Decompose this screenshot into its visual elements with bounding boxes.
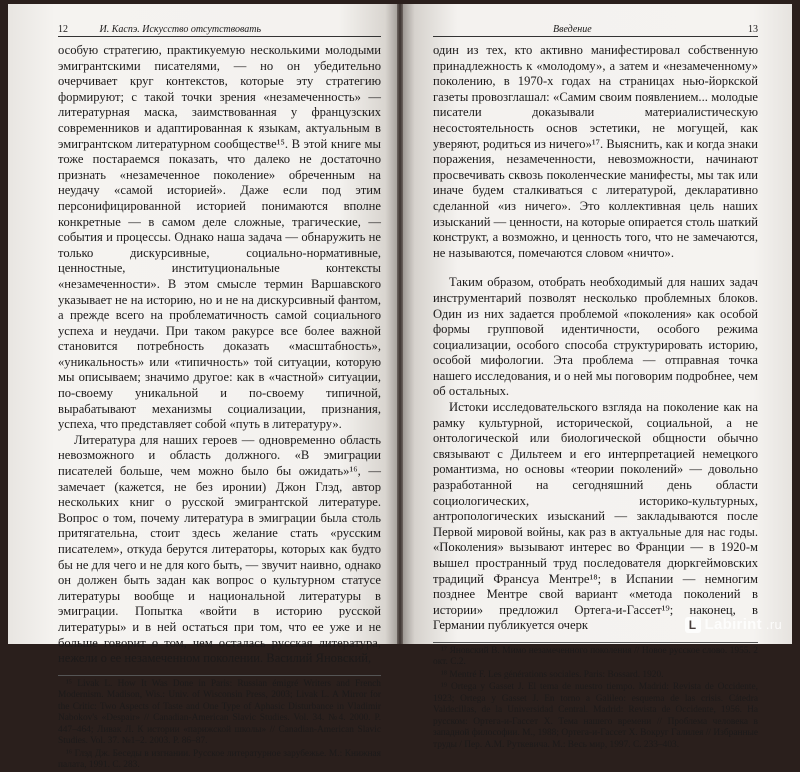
footnote-19: ¹⁹ Ortega y Gasset J. El tema de nuestro tiempo. Madrid: Revista de Occidente, 1923; Ortega y Gasset J. En torno a Galileo: esquema de las crisis. Cátedra Valdecillas, de la Universidad Central. Madrid: Revista de Occidente, 1956. На русском: Ортега-и-Гассет Х. Тема нашего времени // Проблема человека в западной философии. М., 1988; Ортега-и-Гассет Х. Вокруг Галилея // Избранные труды / Пер. А.М. Руткевича. М.: Весь мир, 1997. С. 233–403. <box>433 682 758 750</box>
right-paragraph-1: один из тех, кто активно манифестировал собственную принадлежность к «молодому», а затем и «незамеченному» поколению, в 1970-х годах на страницах нью-йоркской газеты провозглашал: «Самим своим появлением... молодые писатели доказывали материалистическую несостоятельность основ эстетики, не могущей, как уверяют, родиться из ничего»¹⁷. Выяснить, как и когда знаки поражения, незамеченности, невозможности, начинают просвечивать сквозь поколенческие манифесты, мы так или иначе будем сталкиваться с литературой, декларативно сделанной «из ничего». Это коллективная цель наших изысканий — ценности, на которые опирается столь шаткий конструкт, а возможно, и ценность того, что не замечаются, не называются, помечаются словом «ничто». <box>433 43 758 260</box>
watermark-brand: Labirint <box>704 616 762 633</box>
right-paragraph-2: Таким образом, отобрать необходимый для наших задач инструментарий позволят несколько проблемных блоков. Один из них задается проблемой «поколения» как особой формы групповой идентичности, особого режима социализации, особого способа структурировать историю, особой мифологии. Эта проблема — отправная точка нашего исследования, и о ней мы поговорим подробнее, чем об остальных. <box>433 275 759 399</box>
labirint-watermark <box>685 616 782 633</box>
footnote-17: ¹⁷ Яновский В. Мимо незамеченного поколения // Новое русское слово. 1955. 2 окт. С.2. <box>433 645 758 668</box>
right-running-title: Введение <box>553 24 592 35</box>
left-running-title: И. Каспэ. Искусство отсутствовать <box>99 24 261 35</box>
right-page-number: 13 <box>748 24 758 35</box>
right-page <box>403 4 792 750</box>
left-running-header <box>58 24 381 37</box>
left-paragraph-1: особую стратегию, практикуемую несколькими молодыми эмигрантскими писателями, — но он убедительно очерчивает круг контекстов, которые эту стратегию формируют; с такой точки зрения «незамеченность» — литературная маска, заимствованная у французских современников и адаптированная к языкам, актуальным в эмигрантском литературном сообществе¹⁵. В этой книге мы тоже постараемся показать, что далеко не достаточно признать «незамеченное поколение» обреченным на неудачу «самой историей». Даже если под этим персонифицированной историей понимаются вполне конкретные — в самом деле сложные, трагические, — события и процессы. Однако наша задача — обнаружить не только дискурсивные, социально-нормативные, ценностные, институциональные контексты «незамеченности». В этом смысле термин Варшавского указывает не на историю, но и не на дискурсивный фантом, а прежде всего на проблематичность самой социального успеха и неудачи. При таком ракурсе все более важной становится потребность доказать «масштабность», «уникальность» или «типичность» той ситуации, которую мы описываем; значимо другое: как в «частной» ситуации, по-своему уникальной и по-своему типичной, вырабатывают механизмы социализации, признания, успеха, что представляет собой «путь в литературу». <box>58 43 381 432</box>
watermark-domain: .ru <box>765 617 782 632</box>
left-page-number: 12 <box>58 24 68 35</box>
left-footnotes <box>58 675 381 772</box>
footnote-15: ¹⁵ Livak L. How It Was Done in Paris: Russian émigré Writers and French Modernism. Madison, Wis.: Univ. of Wisconsin Press, 2003; Livak L. A Mirror for the Critic: Two Aspects of Taste and One Type of Aphasic Disturbance in Vladimir Nabokov's «Despair» // Canadian-American Slavic Studies. Vol. 34. №4. 2000. P. 447–464; Ливак Л. К истории «парижской школы» // Canadian-American Slavic Studies. Vol. 37. №1–2. 2003. P. 86–87. <box>58 678 381 747</box>
footnote-16: ¹⁶ Глэд Дж. Беседы в изгнании. Русское литературное зарубежье. М.: Книжная палата, 1991. С. 283. <box>58 748 381 771</box>
right-paragraph-3: Истоки исследовательского взгляда на поколение как на рамку культурной, исторической, социальной, а не онтологической или биологической общности обычно связывают с Дильтеем и его интерпретацией немецкого романтизма, но основы «теории поколений» — довольно разработанной на сегодняшний день области социологических, историко-культурных, антропологических изысканий — закладываются после Первой мировой войны, как раз в актуальные для нас годы. «Поколения» вызывают интерес во Франции — в 1920-м вышел пространный труд последователя дюркгеймовских традиций Франсуа Ментре¹⁸; в Испании — немногим позднее Ментре свой вариант «метода поколений в истории» предложил Ортега-и-Гассет¹⁹; наконец, в Германии публикуется очерк <box>433 400 758 633</box>
right-footnotes <box>433 642 758 752</box>
labirint-logo-icon: L <box>685 617 701 633</box>
footnote-18: ¹⁸ Mentré F. Les générations sociales. Paris: Bossard. 1920. <box>441 669 664 680</box>
book-spread <box>8 4 792 771</box>
left-page <box>8 4 397 771</box>
left-paragraph-2: Литература для наших героев — одновременно область невозможного и область должного. «В эмиграции писателей больше, чем можно было бы ожидать»¹⁶, — замечает (кажется, не без иронии) Джон Глэд, автор нескольких книг о русской эмигрантской литературе. Вопрос о том, почему литература в эмиграции была столь притягательна, стоит здесь желание стать «русским писателем», откуда берутся литераторы, которых как будто бы не для чего и не для кого быть, — звучит наивно, однако он должен быть задан как вопрос о культурном статусе литературы вообще и национальной литературы в эмиграции. Попытка «войти в историю русской литературы» и в ней остаться при том, что ее уже и не больше говорит о том, чем осталась русская литература, нежели о ее незамеченном поколении. Василий Яновский, <box>58 432 381 666</box>
right-running-header <box>433 24 758 37</box>
